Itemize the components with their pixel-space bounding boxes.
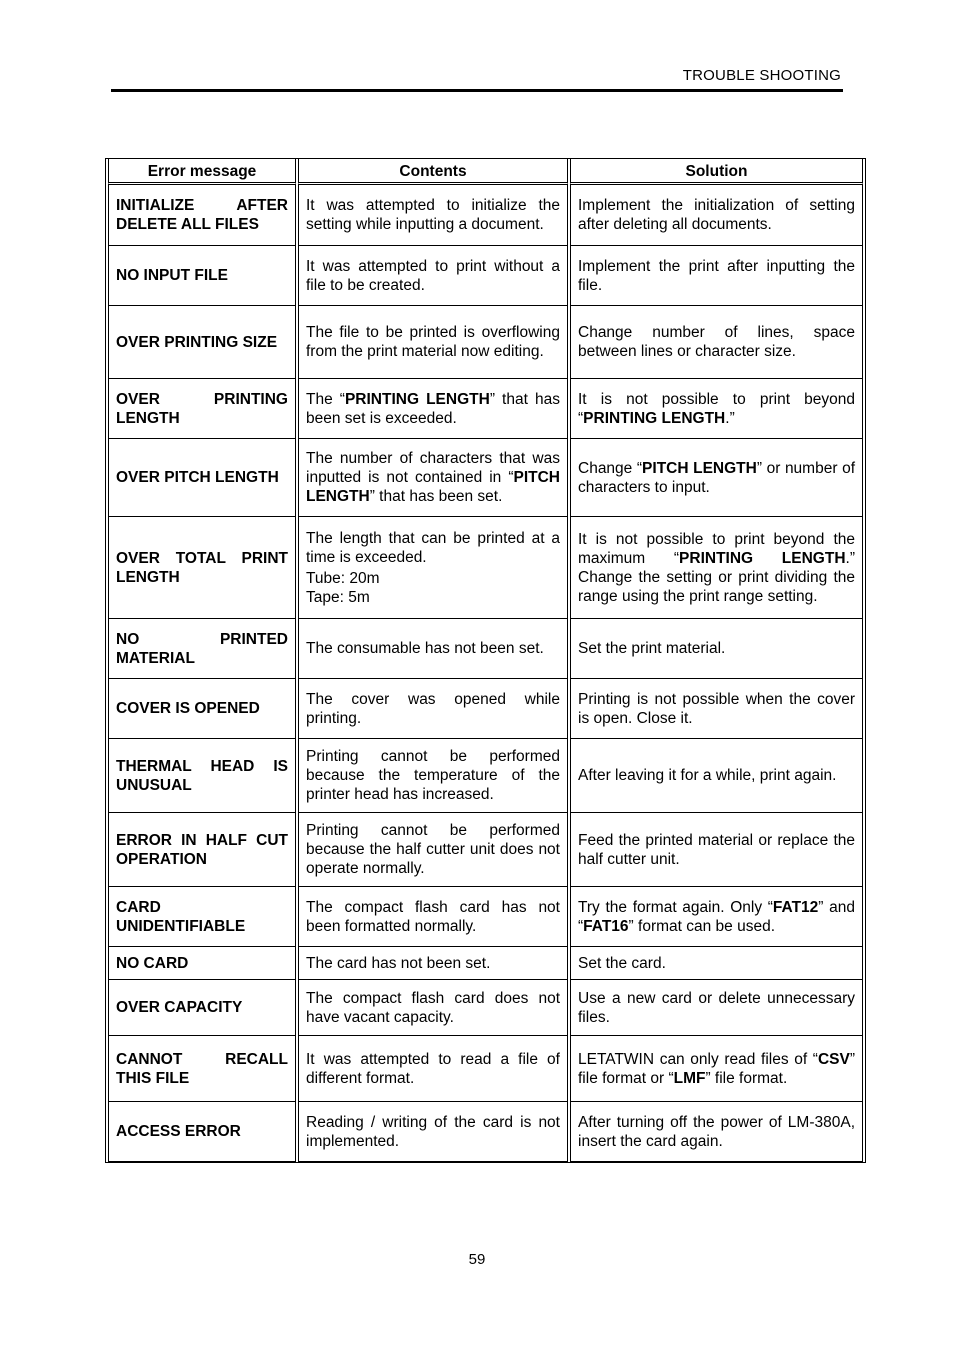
error-message-cell: OVER TOTAL PRINT LENGTH xyxy=(108,517,296,619)
solution-cell: After turning off the power of LM-380A, insert the card again. xyxy=(570,1102,863,1162)
table-row xyxy=(108,980,863,1036)
page-number: 59 xyxy=(468,1251,486,1268)
solution-cell: Implement the print after inputting the file. xyxy=(570,246,863,306)
table-header-row xyxy=(108,159,863,185)
table-row xyxy=(108,379,863,439)
solution-text: .” xyxy=(725,409,735,427)
solution-cell xyxy=(570,379,863,439)
column-header-error-message: Error message xyxy=(108,159,296,185)
contents-cell: The card has not been set. xyxy=(298,947,568,980)
contents-cell xyxy=(298,439,568,517)
contents-cell: Printing cannot be performed because the temperature of the printer head has increased. xyxy=(298,739,568,813)
error-message-cell: CARD UNIDENTIFIABLE xyxy=(108,887,296,947)
solution-cell: Feed the printed material or replace the half cutter unit. xyxy=(570,813,863,887)
solution-cell: After leaving it for a while, print again. xyxy=(570,739,863,813)
contents-bold-term: PRINTING LENGTH xyxy=(344,390,490,408)
error-message-cell: CANNOT RECALL THIS FILE xyxy=(108,1036,296,1102)
contents-cell: The compact flash card has not been formatted normally. xyxy=(298,887,568,947)
solution-cell: Implement the initialization of setting after deleting all documents. xyxy=(570,185,863,246)
table-row xyxy=(108,1036,863,1102)
column-header-solution: Solution xyxy=(570,159,863,185)
header-rule xyxy=(111,89,843,92)
solution-cell: Use a new card or delete unnecessary files. xyxy=(570,980,863,1036)
solution-text: Change “ xyxy=(578,459,643,477)
error-message-cell: OVER CAPACITY xyxy=(108,980,296,1036)
solution-bold-term: FAT12 xyxy=(772,898,819,916)
error-message-cell: NO CARD xyxy=(108,947,296,980)
solution-text: It is not possible to print beyond the maximum “ xyxy=(578,530,855,567)
error-message-cell: THERMAL HEAD IS UNUSUAL xyxy=(108,739,296,813)
solution-bold-term: PRINTING LENGTH xyxy=(679,549,846,567)
table-row xyxy=(108,517,863,619)
column-header-contents: Contents xyxy=(298,159,568,185)
table-row xyxy=(108,947,863,980)
table-row xyxy=(108,185,863,246)
error-message-cell: NO INPUT FILE xyxy=(108,246,296,306)
solution-bold-term: LMF xyxy=(673,1069,706,1087)
contents-cell: The compact flash card does not have vacant capacity. xyxy=(298,980,568,1036)
contents-tape-length: Tape: 5m xyxy=(306,588,370,606)
contents-cell: It was attempted to read a file of different format. xyxy=(298,1036,568,1102)
solution-cell: Printing is not possible when the cover is open. Close it. xyxy=(570,679,863,739)
solution-bold-term: CSV xyxy=(817,1050,850,1068)
contents-text: ” that has been set. xyxy=(369,488,503,505)
contents-cell: Printing cannot be performed because the half cutter unit does not operate normally. xyxy=(298,813,568,887)
table-row xyxy=(108,246,863,306)
contents-cell xyxy=(298,517,568,619)
contents-cell: Reading / writing of the card is not implemented. xyxy=(298,1102,568,1162)
error-message-cell: COVER IS OPENED xyxy=(108,679,296,739)
table-row xyxy=(108,813,863,887)
solution-cell xyxy=(570,887,863,947)
error-message-cell: ACCESS ERROR xyxy=(108,1102,296,1162)
error-message-cell: OVER PRINTING LENGTH xyxy=(108,379,296,439)
contents-cell: It was attempted to print without a file to be created. xyxy=(298,246,568,306)
section-title: TROUBLE SHOOTING xyxy=(682,67,841,84)
table-row xyxy=(108,739,863,813)
solution-cell: Set the card. xyxy=(570,947,863,980)
solution-text: ” format can be used. xyxy=(628,917,776,935)
solution-cell: Change number of lines, space between lines or character size. xyxy=(570,306,863,379)
solution-text: ” file format. xyxy=(705,1069,788,1087)
table-row xyxy=(108,887,863,947)
table-row xyxy=(108,306,863,379)
solution-text: ” file format or “ xyxy=(578,1050,855,1087)
contents-cell xyxy=(298,379,568,439)
solution-bold-term: FAT16 xyxy=(583,917,629,935)
table-row xyxy=(108,439,863,517)
error-message-cell: INITIALIZE AFTER DELETE ALL FILES xyxy=(108,185,296,246)
solution-text: Try the format again. Only “ xyxy=(578,898,773,916)
solution-text: It is not possible to print beyond “ xyxy=(578,390,855,427)
error-message-cell: NO PRINTED MATERIAL xyxy=(108,619,296,679)
solution-cell xyxy=(570,1036,863,1102)
contents-tube-length: Tube: 20m xyxy=(306,569,380,587)
solution-cell: Set the print material. xyxy=(570,619,863,679)
contents-text: The “ xyxy=(306,390,345,408)
contents-cell: The cover was opened while printing. xyxy=(298,679,568,739)
solution-text: ” or number of characters to input. xyxy=(578,459,855,496)
error-message-cell: OVER PITCH LENGTH xyxy=(108,439,296,517)
contents-bold-term: PITCH LENGTH xyxy=(306,469,560,505)
contents-text: The number of characters that was inputted is not contained in “ xyxy=(306,450,560,486)
contents-text: ” that has been set is exceeded. xyxy=(306,390,560,427)
contents-cell: It was attempted to initialize the setting while inputting a document. xyxy=(298,185,568,246)
contents-text: The length that can be printed at a time is exceeded. xyxy=(306,529,560,566)
solution-text: ” and “ xyxy=(578,898,855,935)
contents-cell: The consumable has not been set. xyxy=(298,619,568,679)
error-message-cell: ERROR IN HALF CUT OPERATION xyxy=(108,813,296,887)
table-row xyxy=(108,619,863,679)
solution-cell xyxy=(570,439,863,517)
table-row xyxy=(108,1102,863,1162)
solution-text: .” Change the setting or print dividing the range using the print range setting. xyxy=(578,549,855,605)
solution-bold-term: PRINTING LENGTH xyxy=(583,409,726,427)
solution-text: LETATWIN can only read files of “ xyxy=(578,1050,818,1068)
table-row xyxy=(108,679,863,739)
error-message-cell: OVER PRINTING SIZE xyxy=(108,306,296,379)
error-table xyxy=(105,158,866,1163)
solution-cell xyxy=(570,517,863,619)
contents-cell: The file to be printed is overflowing from the print material now editing. xyxy=(298,306,568,379)
solution-bold-term: PITCH LENGTH xyxy=(642,459,757,477)
